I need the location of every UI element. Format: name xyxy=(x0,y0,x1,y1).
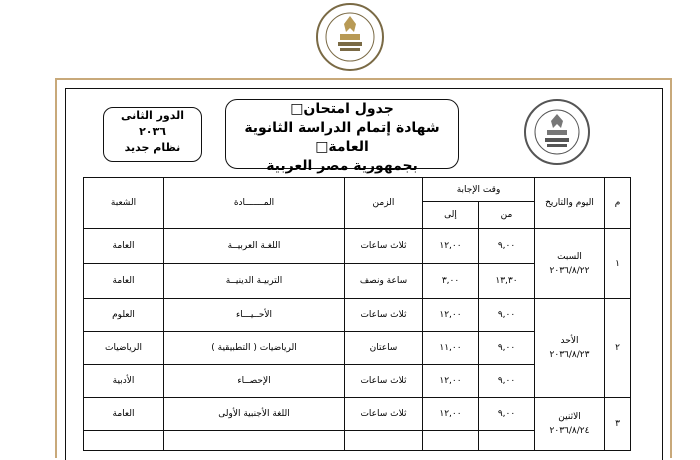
cell-branch: العامة xyxy=(84,264,164,299)
header-to: إلى xyxy=(423,202,479,229)
cell-duration: ثلاث ساعات xyxy=(345,229,423,264)
cell-to: ١١,٠٠ xyxy=(423,332,479,365)
title-line-1: جدول امتحان□ xyxy=(290,101,394,117)
row-num: ٣ xyxy=(605,398,631,451)
cell-subject: اللغـة العربيــة xyxy=(164,229,345,264)
row-num: ٢ xyxy=(605,299,631,398)
title-box xyxy=(225,99,459,174)
cell-empty xyxy=(423,431,479,451)
row-num: ١ xyxy=(605,229,631,299)
cell-duration: ثلاث ساعات xyxy=(345,398,423,431)
round-label: الدور الثانى xyxy=(120,109,185,122)
header-day: اليوم والتاريخ xyxy=(535,178,605,229)
cell-subject: اللغة الأجنبية الأولى xyxy=(164,398,345,431)
cell-to: ٣,٠٠ xyxy=(423,264,479,299)
header-branch: الشعبة xyxy=(84,178,164,229)
ministry-logo-top xyxy=(310,2,390,72)
title-line-2: شهادة إتمام الدراسة الثانوية العامة□ xyxy=(244,120,440,155)
header-num: م xyxy=(605,178,631,229)
cell-subject: الإحصــاء xyxy=(164,365,345,398)
cell-subject: الرياضيات ( التطبيقية ) xyxy=(164,332,345,365)
cell-branch: الرياضيات xyxy=(84,332,164,365)
row-day xyxy=(535,299,605,398)
cell-to: ١٢,٠٠ xyxy=(423,229,479,264)
cell-from: ٩,٠٠ xyxy=(479,332,535,365)
day-name: السبت xyxy=(557,251,582,262)
cell-branch: العامة xyxy=(84,229,164,264)
header-time: وقت الإجابة xyxy=(423,178,535,202)
cell-empty xyxy=(164,431,345,451)
table-row xyxy=(84,398,631,431)
round-year: ٢٠٣٦ xyxy=(139,125,166,138)
cell-duration: ساعتان xyxy=(345,332,423,365)
day-name: الأحد xyxy=(560,336,579,346)
document-frame xyxy=(55,78,672,458)
table-row xyxy=(84,299,631,332)
cell-duration: ساعة ونصف xyxy=(345,264,423,299)
cell-branch: العلوم xyxy=(84,299,164,332)
day-date: ٢٠٣٦/٨/٢٣ xyxy=(549,350,590,360)
cell-to: ١٢,٠٠ xyxy=(423,365,479,398)
cell-from: ٩,٠٠ xyxy=(479,398,535,431)
cell-subject: التربيـة الدينيــة xyxy=(164,264,345,299)
day-name: الاثنين xyxy=(558,412,581,422)
cell-duration: ثلاث ساعات xyxy=(345,365,423,398)
header-subject: المـــــــادة xyxy=(164,178,345,229)
header-from: من xyxy=(479,202,535,229)
header-duration: الزمن xyxy=(345,178,423,229)
cell-subject: الأحــيـــاء xyxy=(164,299,345,332)
row-day xyxy=(535,398,605,451)
cell-to: ١٢,٠٠ xyxy=(423,398,479,431)
cell-to: ١٢,٠٠ xyxy=(423,299,479,332)
day-date: ٢٠٣٦/٨/٢٤ xyxy=(549,426,590,436)
exam-schedule-table xyxy=(83,177,631,451)
cell-branch: العامة xyxy=(84,398,164,431)
ministry-seal-right xyxy=(487,96,627,166)
round-system: نظام جديد xyxy=(124,141,181,154)
cell-empty xyxy=(479,431,535,451)
day-date: ٢٠٣٦/٨/٢٢ xyxy=(549,265,590,276)
cell-empty xyxy=(345,431,423,451)
round-box xyxy=(103,107,202,162)
row-day xyxy=(535,229,605,299)
cell-branch: الأدبية xyxy=(84,365,164,398)
cell-from: ٩,٠٠ xyxy=(479,365,535,398)
cell-from: ١٣,٣٠ xyxy=(479,264,535,299)
cell-empty xyxy=(84,431,164,451)
title-line-3: بجمهورية مصر العربية xyxy=(266,158,418,174)
cell-from: ٩,٠٠ xyxy=(479,299,535,332)
table-row xyxy=(84,229,631,264)
cell-duration: ثلاث ساعات xyxy=(345,299,423,332)
cell-from: ٩,٠٠ xyxy=(479,229,535,264)
